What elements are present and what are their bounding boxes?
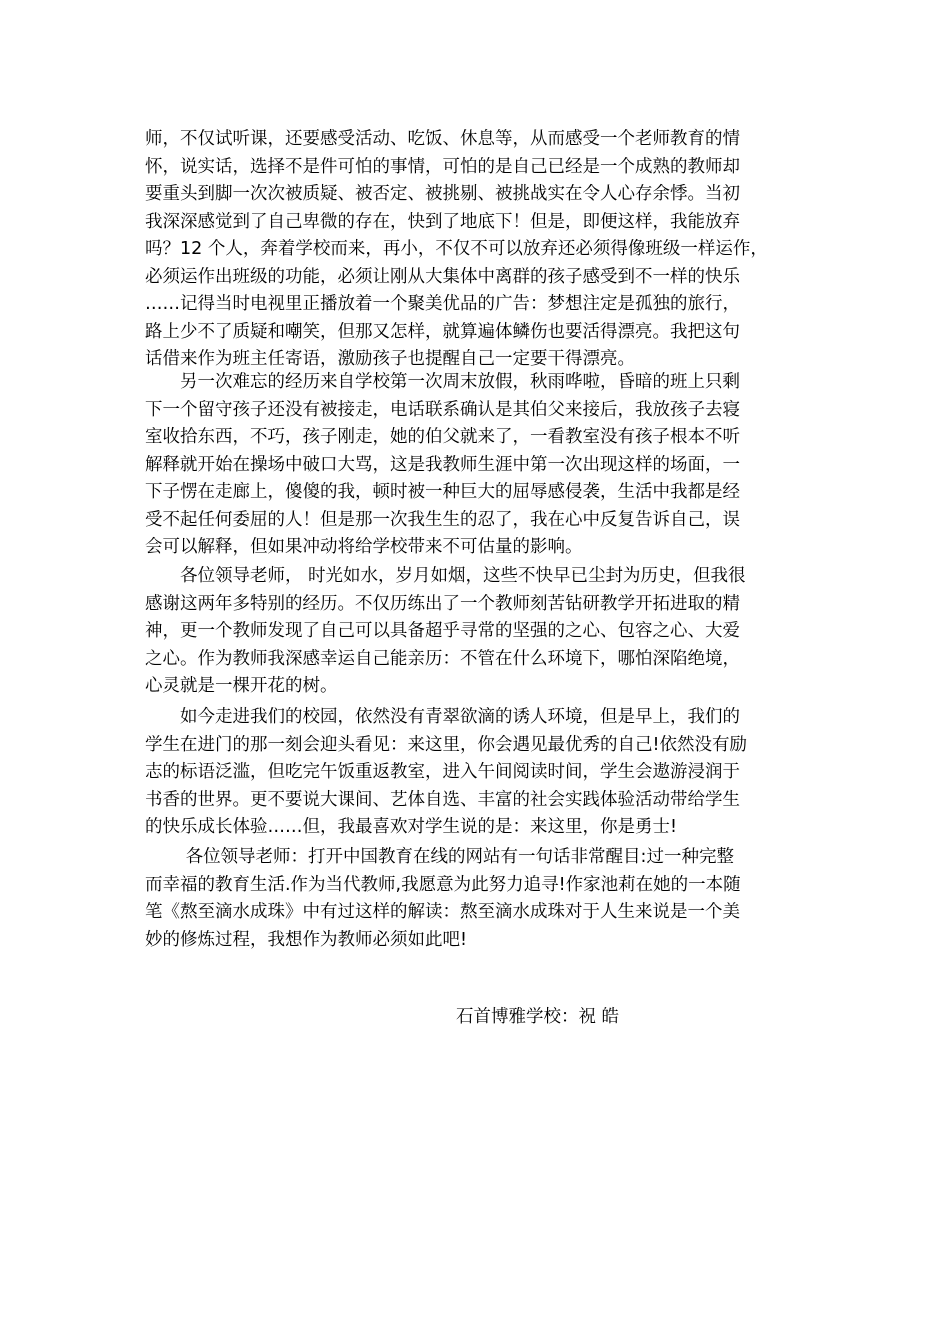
text-line: 感谢这两年多特别的经历。不仅历练出了一个教师刻苦钻研教学开拓进取的精 xyxy=(145,593,740,614)
paragraph-2 xyxy=(145,369,815,562)
paragraph-1 xyxy=(145,126,815,374)
text-line: 话借来作为班主任寄语，激励孩子也提醒自己一定要干得漂亮。 xyxy=(145,349,635,369)
text-line: 吗？12 个人，奔着学校而来，再小，不仅不可以放弃还必须得像班级一样运作， xyxy=(145,239,768,259)
text-line: 之心。作为教师我深感幸运自己能亲历：不管在什么环境下，哪怕深陷绝境， xyxy=(145,648,740,669)
text-line: 如今走进我们的校园，依然没有青翠欲滴的诱人环境，但是早上，我们的 xyxy=(145,707,740,727)
text-line: 心灵就是一棵开花的树。 xyxy=(145,676,338,696)
text-line: 下子愣在走廊上，傻傻的我，顿时被一种巨大的屈辱感侵袭，生活中我都是经 xyxy=(145,482,740,502)
text-line: ……记得当时电视里正播放着一个聚美优品的广告：梦想注定是孤独的旅行， xyxy=(145,294,740,314)
text-line: 解释就开始在操场中破口大骂，这是我教师生涯中第一次出现这样的场面，一 xyxy=(145,454,740,475)
paragraph-3 xyxy=(145,563,815,701)
text-line: 各位领导老师， 时光如水，岁月如烟，这些不快早已尘封为历史，但我很 xyxy=(145,566,746,586)
text-line: 受不起任何委屈的人！但是那一次我生生的忍了，我在心中反复告诉自己，误 xyxy=(145,509,740,530)
text-line: 室收拾东西，不巧，孩子刚走，她的伯父就来了，一看教室没有孩子根本不听 xyxy=(145,427,740,447)
text-line: 会可以解释，但如果冲动将给学校带来不可估量的影响。 xyxy=(145,537,583,557)
signature: 石首博雅学校：祝 皓 xyxy=(456,1007,620,1027)
text-line: 师，不仅试听课，还要感受活动、吃饭、休息等，从而感受一个老师教育的情 xyxy=(145,129,740,149)
paragraph-4 xyxy=(145,704,815,842)
text-line: 要重头到脚一次次被质疑、被否定、被挑剔、被挑战实在令人心存余悸。当初 xyxy=(145,184,740,204)
text-line: 的快乐成长体验……但，我最喜欢对学生说的是：来这里，你是勇士! xyxy=(145,817,678,837)
text-line: 下一个留守孩子还没有被接走，电话联系确认是其伯父来接后，我放孩子去寝 xyxy=(145,399,740,420)
text-line: 而幸福的教育生活.作为当代教师,我愿意为此努力追寻!作家池莉在她的一本随 xyxy=(145,874,741,895)
text-line: 学生在进门的那一刻会迎头看见：来这里，你会遇见最优秀的自己!依然没有励 xyxy=(145,734,748,755)
text-line: 书香的世界。更不要说大课间、艺体自选、丰富的社会实践体验活动带给学生 xyxy=(145,789,740,810)
text-line: 路上少不了质疑和嘲笑，但那又怎样，就算遍体鳞伤也要活得漂亮。我把这句 xyxy=(145,321,740,342)
paragraph-5 xyxy=(145,844,815,954)
text-line: 笔《熬至滴水成珠》中有过这样的解读：熬至滴水成珠对于人生来说是一个美 xyxy=(145,902,740,922)
text-line: 必须运作出班级的功能，必须让刚从大集体中离群的孩子感受到不一样的快乐 xyxy=(145,266,740,287)
text-line: 另一次难忘的经历来自学校第一次周末放假，秋雨哗啦，昏暗的班上只剩 xyxy=(145,372,740,392)
text-line: 我深深感觉到了自己卑微的存在，快到了地底下！但是，即便这样，我能放弃 xyxy=(145,211,740,232)
text-line: 志的标语泛滥，但吃完午饭重返教室，进入午间阅读时间，学生会遨游浸润于 xyxy=(145,762,740,782)
text-line: 妙的修炼过程，我想作为教师必须如此吧! xyxy=(145,929,468,950)
text-line: 各位领导老师：打开中国教育在线的网站有一句话非常醒目:过一种完整 xyxy=(145,847,734,867)
text-line: 怀，说实话，选择不是件可怕的事情，可怕的是自己已经是一个成熟的教师却 xyxy=(145,156,740,177)
text-line: 神，更一个教师发现了自己可以具备超乎寻常的坚强的之心、包容之心、大爱 xyxy=(145,621,740,641)
